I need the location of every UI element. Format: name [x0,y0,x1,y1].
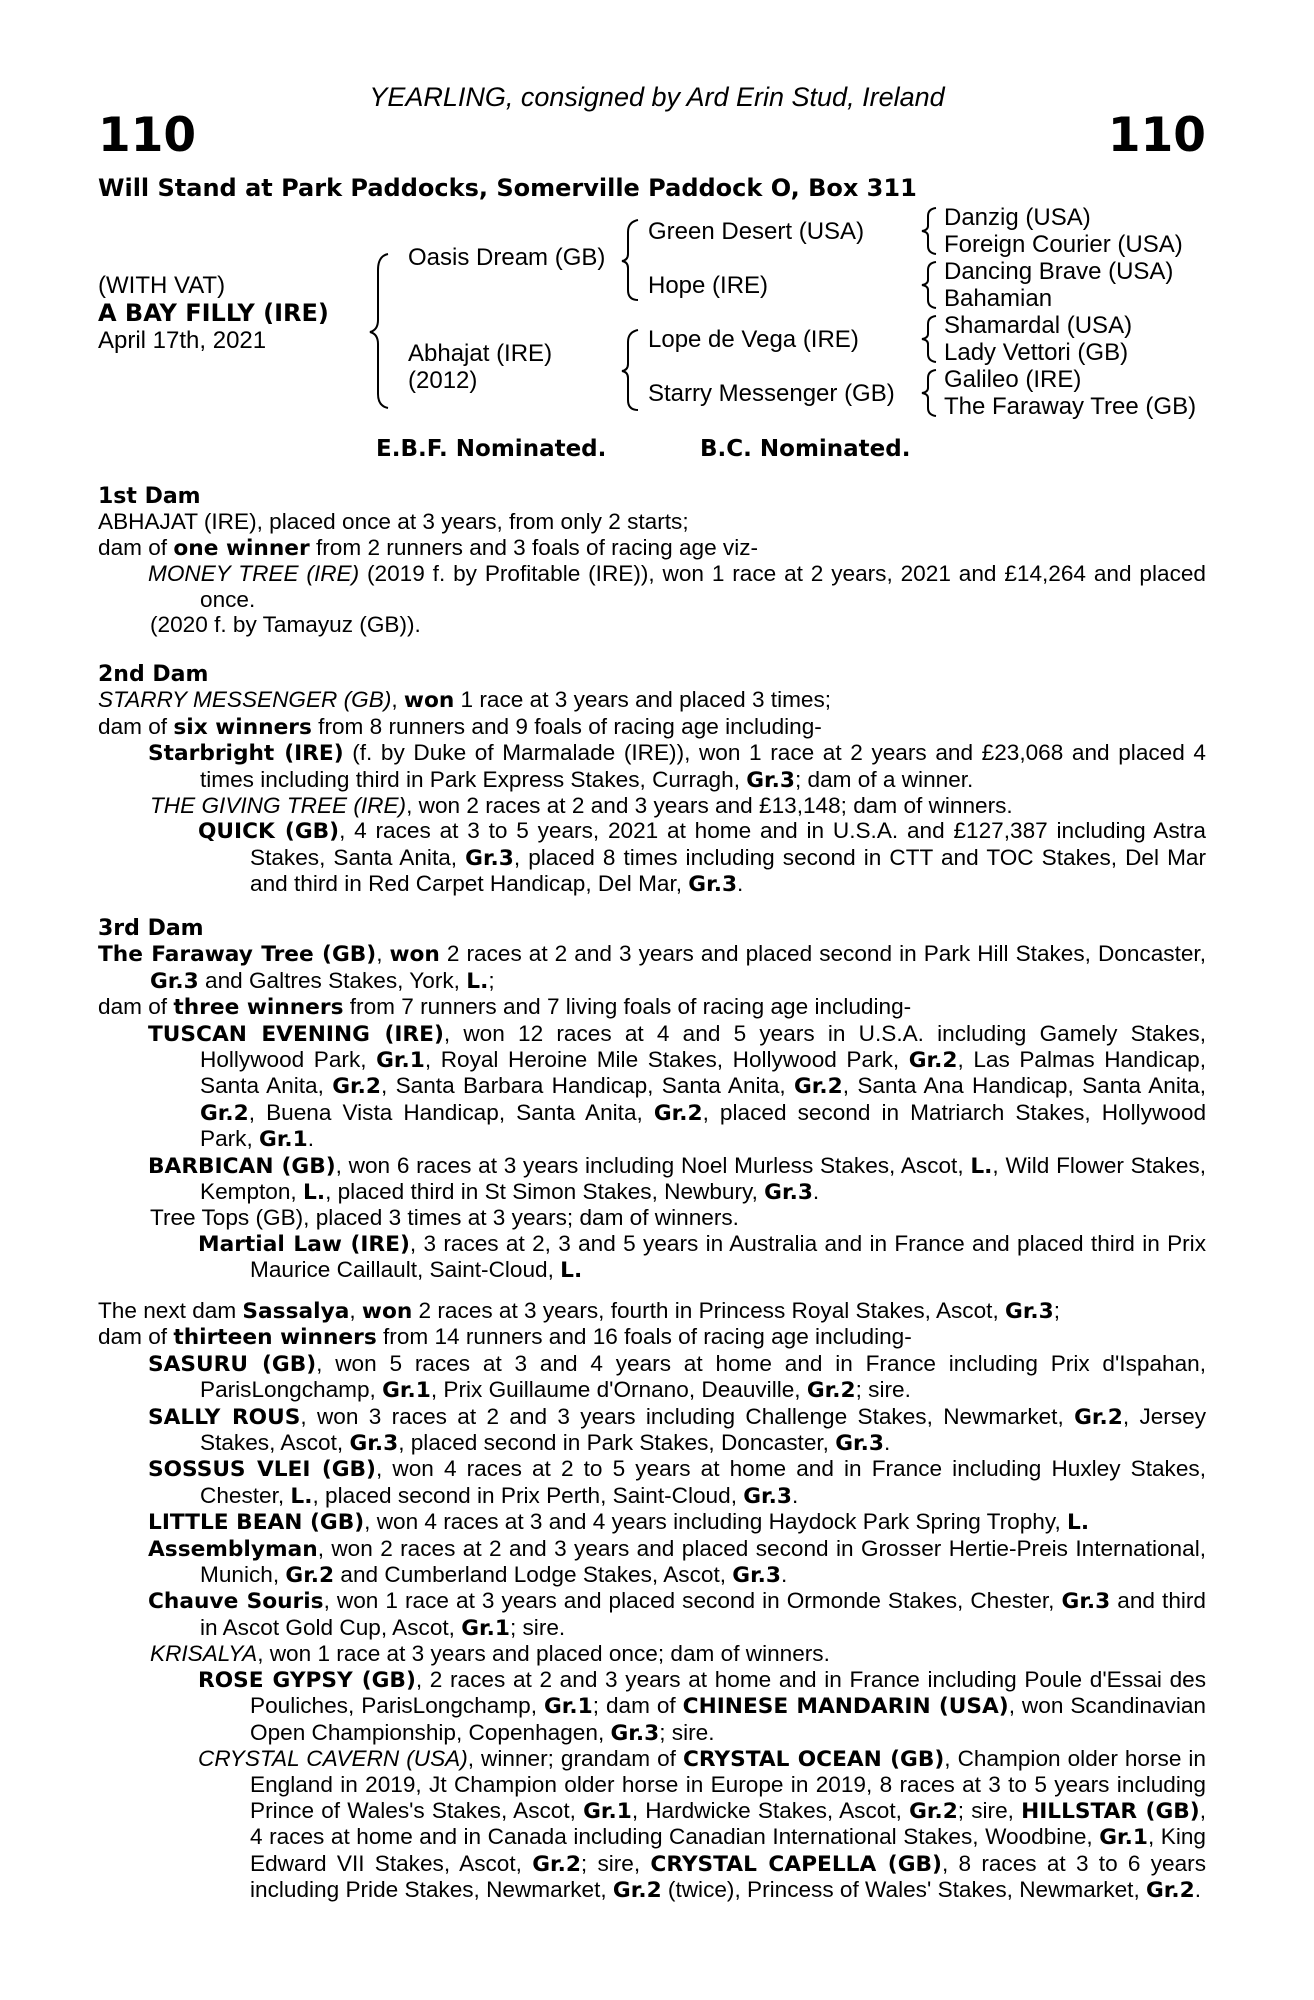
pedigree-brace [620,328,642,412]
sire-name: Oasis Dream (GB) [408,244,606,271]
pedigree-brace [920,368,940,418]
bc-nomination: B.C. Nominated. [700,436,911,462]
produce-entry: LITTLE BEAN (GB), won 4 races at 3 and 4 years including Haydock Park Spring Trophy, L. [148,1509,1090,1536]
produce-entry: QUICK (GB), 4 races at 3 to 5 years, 2021 at home and in U.S.A. and £127,387 including Astra Stakes, Santa Anita, Gr.3, placed 8 times including second in CTT and TOC Stakes, Del Mar and third in Red Carpet Handicap, Del Mar, Gr.3. [198,818,1206,898]
produce-summary: dam of thirteen winners from 14 runners and 16 foals of racing age including- [98,1324,912,1351]
consignor-line: YEARLING, consigned by Ard Erin Stud, Ireland [369,82,945,112]
sire-sire: Green Desert (USA) [648,218,865,245]
ggp-7: Galileo (IRE) [944,366,1082,393]
produce-entry: Tree Tops (GB), placed 3 times at 3 years; dam of winners. [150,1205,739,1231]
pedigree-brace [368,250,394,410]
third-dam-section [98,916,1206,1284]
produce-entry: (2020 f. by Tamayuz (GB)). [150,612,421,638]
ebf-nomination: E.B.F. Nominated. [376,436,607,462]
produce-entry: BARBICAN (GB), won 6 races at 3 years including Noel Murless Stakes, Ascot, L., Wild Flower Stakes, Kempton, L., placed third in St Simon Stakes, Newbury, Gr.3. [148,1152,1206,1206]
section-heading: 2nd Dam [98,662,209,687]
produce-entry: TUSCAN EVENING (IRE), won 12 races at 4 and 5 years in U.S.A. including Gamely Stakes, Hollywood Park, Gr.1, Royal Heroine Mile Stakes, Hollywood Park, Gr.2, Las Palmas Handicap, Santa Anita, Gr.2, Santa Barbara Handicap, Santa Anita, Gr.2, Santa Ana Handicap, Santa Anita, Gr.2, Buena Vista Handicap, Santa Anita, Gr.2, placed second in Matriarch Stakes, Hollywood Park, Gr.1. [148,1020,1207,1153]
produce-entry: Martial Law (IRE), 3 races at 2, 3 and 5 years in Australia and in France and placed third in Prix Maurice Caillault, Saint-Cloud, L. [198,1230,1207,1284]
produce-entry: ROSE GYPSY (GB), 2 races at 2 and 3 years at home and in France including Poule d'Essai des Pouliches, ParisLongchamp, Gr.1; dam of CHINESE MANDARIN (USA), won Scandinavian Open Championship, Copenhagen, Gr.3; sire. [198,1666,1207,1746]
ggp-8: The Faraway Tree (GB) [944,393,1197,420]
vat-note: (WITH VAT) [98,272,226,299]
lot-number-right: 110 [1107,108,1206,163]
produce-entry: SASURU (GB), won 5 races at 3 and 4 years at home and in France including Prix d'Ispahan, ParisLongchamp, Gr.1, Prix Guillaume d'Ornano, Deauville, Gr.2; sire. [148,1350,1206,1404]
lot-number-left: 110 [98,108,197,163]
dam-line: STARRY MESSENGER (GB), won 1 race at 3 years and placed 3 times; [98,687,832,714]
pedigree-brace [620,218,642,302]
pedigree-brace [920,260,940,310]
produce-entry: SALLY ROUS, won 3 races at 2 and 3 years including Challenge Stakes, Newmarket, Gr.2, Jersey Stakes, Ascot, Gr.3, placed second in Park Stakes, Doncaster, Gr.3. [148,1403,1206,1457]
dam-name: Abhajat (IRE) [408,340,553,367]
foaling-date: April 17th, 2021 [98,327,267,354]
ggp-4: Bahamian [944,285,1053,312]
produce-summary: dam of one winner from 2 runners and 3 foals of racing age viz- [98,534,759,561]
ggp-2: Foreign Courier (USA) [944,231,1183,258]
produce-entry: Starbright (IRE) (f. by Duke of Marmalade (IRE)), won 1 race at 2 years and £23,068 and placed 4 times including third in Park Express Stakes, Curragh, Gr.3; dam of a winner. [148,740,1206,793]
produce-entry: Assemblyman, won 2 races at 2 and 3 years and placed second in Grosser Hertie-Preis International, Munich, Gr.2 and Cumberland Lodge Stakes, Ascot, Gr.3. [148,1535,1206,1589]
first-dam-section [98,484,1206,637]
horse-name: A BAY FILLY (IRE) [98,299,329,327]
sire-dam: Hope (IRE) [648,272,769,299]
dam-year: (2012) [408,367,478,394]
dam-sire: Lope de Vega (IRE) [648,326,859,353]
produce-entry: Chauve Souris, won 1 race at 3 years and placed second in Ormonde Stakes, Chester, Gr.3 and third in Ascot Gold Cup, Ascot, Gr.1; sire. [148,1588,1206,1641]
produce-entry: CRYSTAL CAVERN (USA), winner; grandam of CRYSTAL OCEAN (GB), Champion older horse in England in 2019, Jt Champion older horse in Europe in 2019, 8 races at 3 to 5 years including Prince of Wales's Stakes, Ascot, Gr.1, Hardwicke Stakes, Ascot, Gr.2; sire, HILLSTAR (GB), 4 races at home and in Canada including Canadian International Stakes, Woodbine, Gr.1, King Edward VII Stakes, Ascot, Gr.2; sire, CRYSTAL CAPELLA (GB), 8 races at 3 to 6 years including Pride Stakes, Newmarket, Gr.2 (twice), Princess of Wales' Stakes, Newmarket, Gr.2. [198,1745,1207,1903]
produce-entry: MONEY TREE (IRE) (2019 f. by Profitable (IRE)), won 1 race at 2 years, 2021 and £14,264 and placed once. [148,561,1206,612]
produce-summary: dam of three winners from 7 runners and 7 living foals of racing age including- [98,994,912,1021]
dam-line: ABHAJAT (IRE), placed once at 3 years, from only 2 starts; [98,509,689,535]
dam-dam: Starry Messenger (GB) [648,380,895,407]
stabling-location: Will Stand at Park Paddocks, Somerville Paddock O, Box 311 [98,174,917,202]
pedigree-brace [920,206,940,256]
next-dam-section [98,1298,1206,1903]
produce-entry: SOSSUS VLEI (GB), won 4 races at 2 to 5 years at home and in France including Huxley Stakes, Chester, L., placed second in Prix Perth, Saint-Cloud, Gr.3. [148,1456,1206,1509]
section-heading: 1st Dam [98,484,201,509]
second-dam-section [98,662,1206,898]
ggp-3: Dancing Brave (USA) [944,258,1174,285]
section-heading: 3rd Dam [98,916,204,941]
produce-entry: KRISALYA, won 1 race at 3 years and placed once; dam of winners. [150,1641,830,1667]
ggp-5: Shamardal (USA) [944,312,1133,339]
produce-summary: dam of six winners from 8 runners and 9 foals of racing age including- [98,713,822,740]
ggp-1: Danzig (USA) [944,204,1091,231]
pedigree-brace [920,314,940,364]
ggp-6: Lady Vettori (GB) [944,339,1129,366]
dam-line: The Faraway Tree (GB), won 2 races at 2 and 3 years and placed second in Park Hill Stakes, Doncaster, Gr.3 and Galtres Stakes, York, L.; [98,941,1206,994]
dam-line: The next dam Sassalya, won 2 races at 3 years, fourth in Princess Royal Stakes, Ascot, Gr.3; [98,1298,1061,1324]
produce-entry: THE GIVING TREE (IRE), won 2 races at 2 and 3 years and £13,148; dam of winners. [150,793,1013,819]
